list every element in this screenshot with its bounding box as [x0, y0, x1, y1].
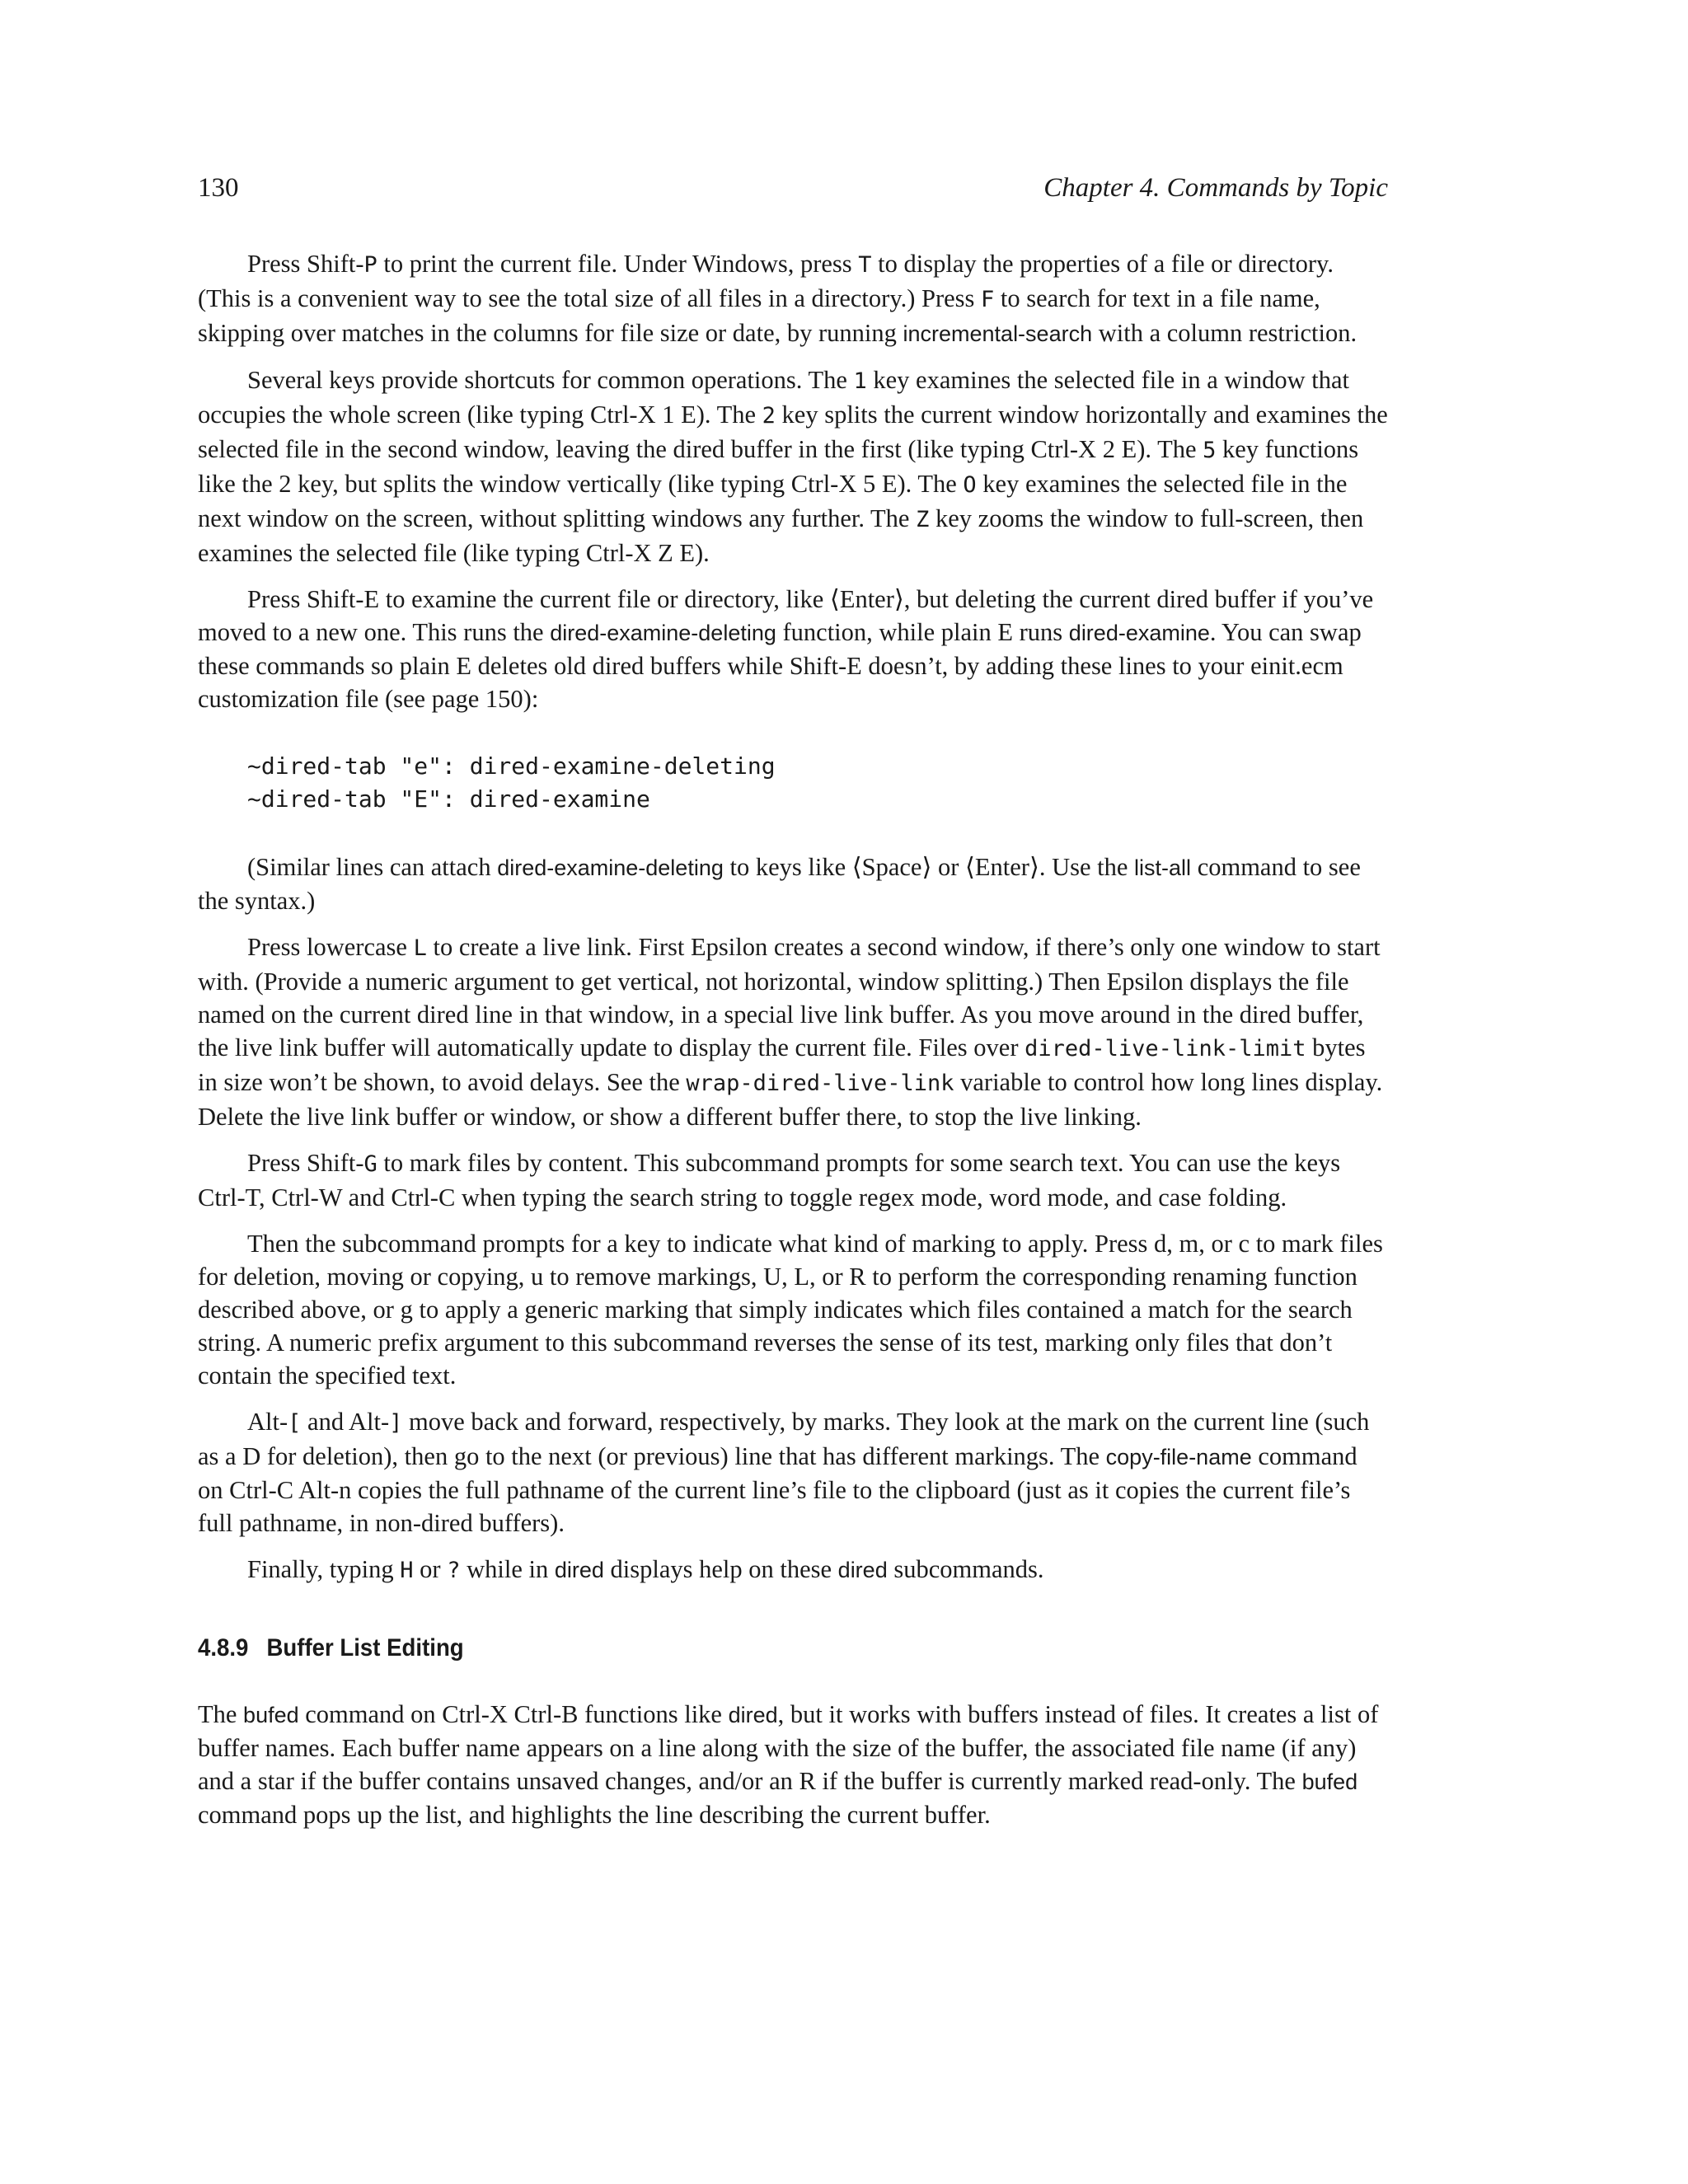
variable-name: dired-live-link-limit — [1025, 1036, 1306, 1062]
code-block — [247, 750, 1388, 816]
command-name: bufed — [243, 1703, 299, 1727]
section-number: 4.8.9 — [198, 1634, 249, 1661]
command-name: bufed — [1301, 1769, 1358, 1794]
section-heading — [198, 1632, 1292, 1665]
code-line: ~dired-tab "e": dired-examine-deleting — [247, 752, 776, 780]
running-head: Chapter 4. Commands by Topic — [1043, 173, 1388, 203]
paragraph-move-by-marks: Alt-[ and Alt-] move back and forward, respectively, by marks. They look at the mark on the current line (such as a D for deletion), then go to the next (or previous) line that has different markings. The copy-file-name command on Ctrl-C Alt-n copies the full pathname of the current line’s file to the clipboard (just as it copies the current file’s full pathname, in non-dired buffers). — [198, 1408, 1370, 1537]
paragraph-shortcut-keys: Several keys provide shortcuts for common operations. The 1 key examines the selected file in a window that occupies the whole screen (like typing Ctrl-X 1 E). The 2 key splits the current window horizontally and examines the selected file in the second window, leaving the dired buffer in the first (like typing Ctrl-X 2 E). The 5 key functions like the 2 key, but splits the window vertically (like typing Ctrl-X 5 E). The O key examines the selected file in the next window on the screen, without splitting windows any further. The Z key zooms the window to full-screen, then examines the selected file (like typing Ctrl-X Z E). — [198, 366, 1388, 567]
paragraph-mark-by-content: Press Shift-G to mark files by content. This subcommand prompts for some search text. You can use the keys Ctrl-T, Ctrl-W and Ctrl-C when typing the search string to toggle regex mode, word mode, and case folding. — [198, 1149, 1341, 1212]
command-name: dired-examine-deleting — [550, 621, 776, 645]
command-name: dired-examine-deleting — [497, 855, 724, 880]
code-line: ~dired-tab "E": dired-examine — [247, 785, 650, 813]
paragraph-marking-kinds: Then the subcommand prompts for a key to indicate what kind of marking to apply. Press d, m, or c to mark files for deletion, moving or copying, u to remove markings, U, L, or R to perform the corresponding renaming function described above, or g to apply a generic marking that simply indicates which files contained a match for the search string. A numeric prefix argument to this subcommand reverses the sense of its test, marking only files that don’t contain the specified text. — [198, 1230, 1383, 1390]
command-name: dired-examine — [1068, 621, 1210, 645]
command-name: copy-file-name — [1105, 1445, 1252, 1469]
page-number: 130 — [198, 173, 239, 203]
paragraph-examine-deleting: Press Shift-E to examine the current file or directory, like ⟨Enter⟩, but deleting the current dired buffer if you’ve moved to a new one. This runs the dired-examine-deleting function, while plain E runs dired-examine. You can swap these commands so plain E deletes old dired buffers while Shift-E doesn’t, by adding these lines to your einit.ecm customization file (see page 150): — [198, 585, 1374, 713]
paragraph-similar-lines: (Similar lines can attach dired-examine-deleting to keys like ⟨Space⟩ or ⟨Enter⟩. Use the list-all command to see the syntax.) — [198, 853, 1361, 915]
paragraph-live-link: Press lowercase L to create a live link. First Epsilon creates a second window, if there’s only one window to start with. (Provide a numeric argument to get vertical, not horizontal, window splitting.) Then Epsilon displays the file named on the current dired line in that window, in a special live link buffer. As you move around in the dired buffer, the live link buffer will automatically update to display the current file. Files over dired-live-link-limit bytes in size won’t be shown, to avoid delays. See the wrap-dired-live-link variable to control how long lines display. Delete the live link buffer or window, or show a different buffer there, to stop the live linking. — [198, 933, 1383, 1131]
page-body — [198, 247, 1388, 1844]
paragraph-print-properties: Press Shift-P to print the current file. Under Windows, press T to display the properties of a file or directory. (This is a convenient way to see the total size of all files in a directory.) Press F to search for text in a file name, skipping over matches in the columns for file size or date, by running incremental-search with a column restriction. — [198, 250, 1357, 347]
section-title: Buffer List Editing — [266, 1634, 464, 1661]
page-header — [198, 171, 1388, 211]
paragraph-help: Finally, typing H or ? while in dired displays help on these dired subcommands. — [247, 1555, 1044, 1583]
paragraph-bufed: The bufed command on Ctrl-X Ctrl-B functions like dired, but it works with buffers instead of files. It creates a list of buffer names. Each buffer name appears on a line along with the size of the buffer, the associated file name (if any) and a star if the buffer contains unsaved changes, and/or an R if the buffer is currently marked read-only. The bufed command pops up the list, and highlights the line describing the current buffer. — [198, 1700, 1379, 1829]
command-name: incremental-search — [903, 321, 1093, 346]
command-name: list-all — [1134, 855, 1192, 880]
variable-name: wrap-dired-live-link — [686, 1071, 954, 1096]
